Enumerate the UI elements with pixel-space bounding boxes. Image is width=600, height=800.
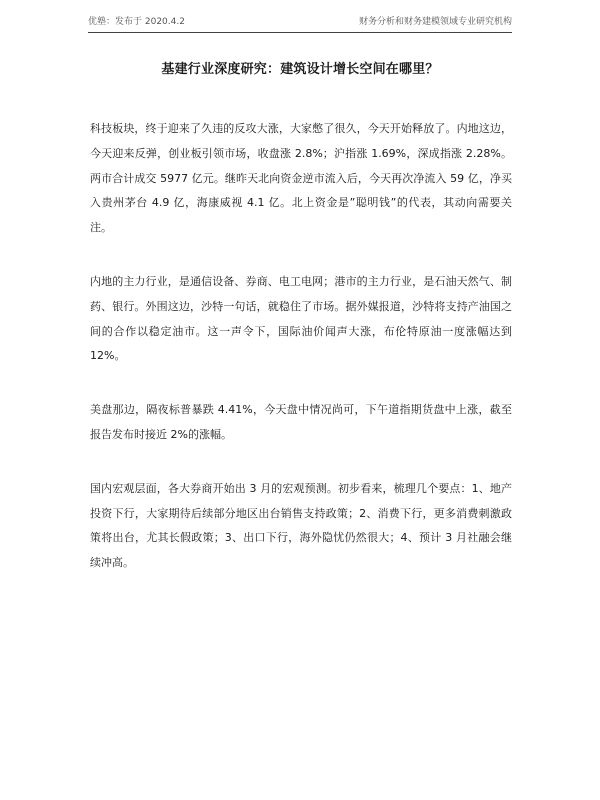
page-header (88, 14, 512, 33)
paragraph-main-sectors: 内地的主力行业，是通信设备、券商、电工电网；港市的主力行业，是石油天然气、制药、银行。外围这边，沙特一句话，就稳住了市场。据外媒报道，沙特将支持产油国之间的合作以稳定油市。这一声令下，国际油价闻声大涨，布伦特原油一度涨幅达到 12%。 (90, 274, 512, 363)
paragraph-us-market: 美盘那边，隔夜标普暴跌 4.41%，今天盘中情况尚可，下午道指期货盘中上涨，截至报告发布时接近 2%的涨幅。 (90, 403, 512, 441)
paragraph-tech-rally: 科技板块，终于迎来了久违的反攻大涨，大家憋了很久，今天开始释放了。内地这边，今天迎来反弹，创业板引领市场，收盘涨 2.8%；沪指涨 1.69%，深成指涨 2.28%。两市合计成交 5977 亿元。继昨天北向资金逆市流入后，今天再次净流入 59 亿，净买入贵州茅台 4.9 亿，海康威视 4.1 亿。北上资金是”聪明钱”的代表，其动向需要关注。 (90, 122, 512, 235)
header-organization: 财务分析和财务建模领域专业研究机构 (358, 17, 512, 27)
paragraph-macro-outlook: 国内宏观层面，各大券商开始出 3 月的宏观预测。初步看来，梳理几个要点：1、地产投资下行，大家期待后续部分地区出台销售支持政策；2、消费下行，更多消费刺激政策将出台，尤其长假政策；3、出口下行，海外隐忧仍然很大；4、预计 3 月社融会继续冲高。 (90, 481, 512, 570)
document-title: 基建行业深度研究：建筑设计增长空间在哪里？ (161, 62, 439, 77)
header-publish-info: 优塾：发布于 2020.4.2 (88, 17, 185, 27)
document-body (90, 117, 512, 605)
